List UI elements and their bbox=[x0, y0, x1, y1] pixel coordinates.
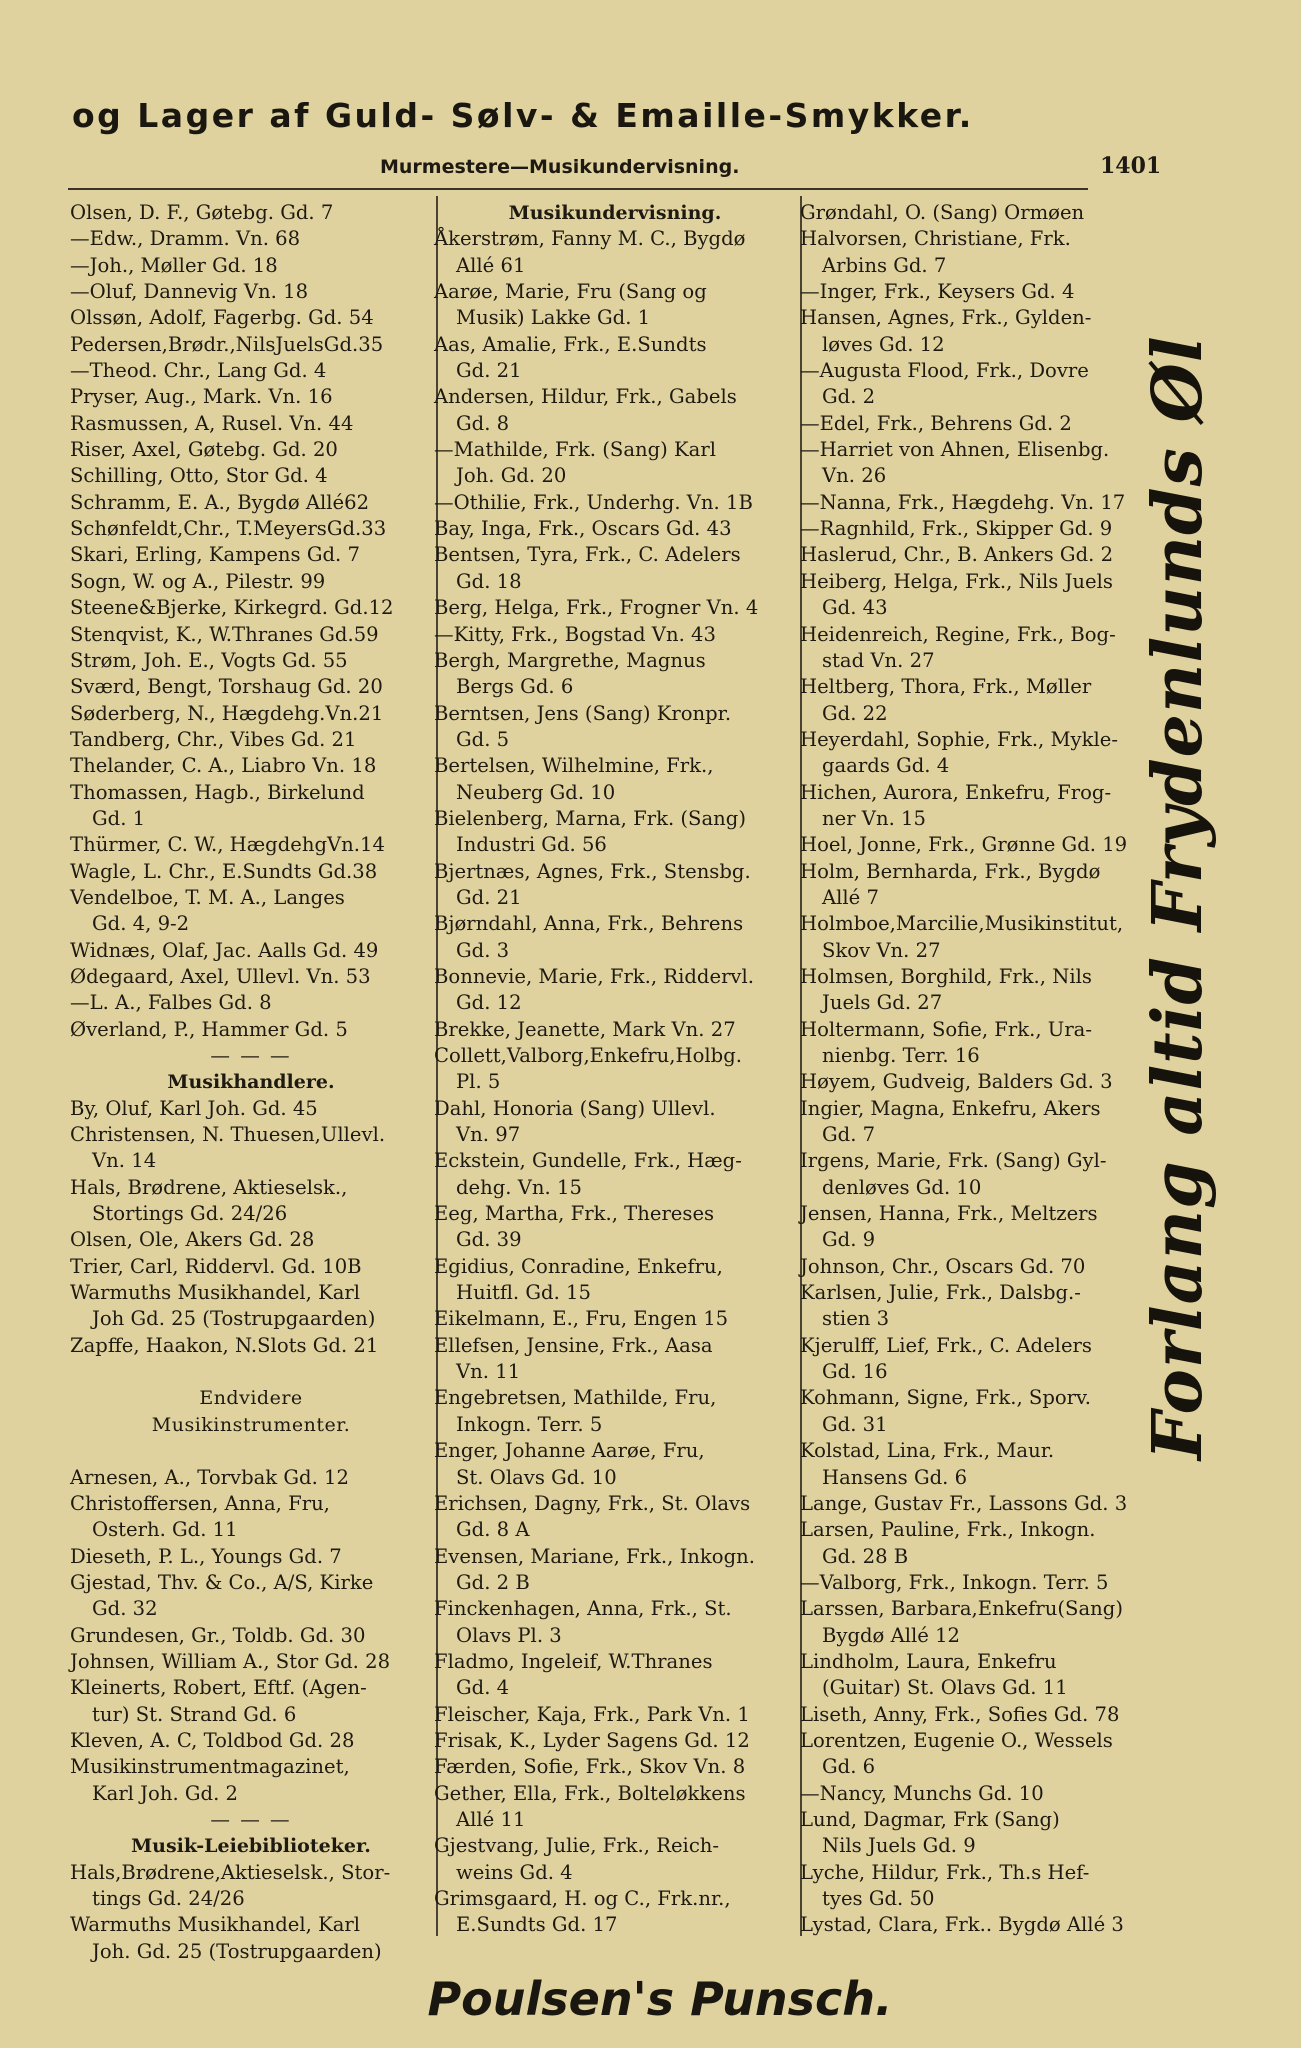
entry-continuation: denløves Gd. 10 bbox=[822, 1175, 982, 1199]
section-separator: — — — bbox=[210, 1044, 292, 1067]
entry-continuation: Gd. 6 bbox=[822, 1755, 876, 1779]
directory-entry: Berg, Helga, Frk., Frogner Vn. 4 bbox=[434, 596, 759, 620]
directory-entry: Bertelsen, Wilhelmine, Frk., bbox=[434, 754, 714, 778]
entry-continuation: Inkogn. Terr. 5 bbox=[456, 1412, 603, 1436]
entry-continuation: Gd. 7 bbox=[822, 1123, 876, 1147]
entry-continuation: Joh. Gd. 25 (Tostrupgaarden) bbox=[92, 1939, 382, 1963]
directory-entry: Bonnevie, Marie, Frk., Riddervl. bbox=[434, 964, 754, 988]
directory-entry: Musikinstrumentmagazinet, bbox=[70, 1755, 350, 1779]
directory-entry: Kleven, A. C, Toldbod Gd. 28 bbox=[70, 1728, 355, 1752]
directory-entry: By, Oluf, Karl Joh. Gd. 45 bbox=[70, 1096, 318, 1120]
directory-entry: —Joh., Møller Gd. 18 bbox=[70, 253, 278, 277]
directory-entry: Hichen, Aurora, Enkefru, Frog- bbox=[800, 780, 1112, 804]
section-heading: Musikundervisning. bbox=[508, 202, 722, 224]
directory-entry: Erichsen, Dagny, Frk., St. Olavs bbox=[434, 1491, 751, 1515]
entry-continuation: Gd. 1 bbox=[92, 806, 146, 830]
entry-continuation: Gd. 12 bbox=[456, 991, 522, 1015]
entry-continuation: tings Gd. 24/26 bbox=[92, 1887, 245, 1910]
entry-continuation: E.Sundts Gd. 17 bbox=[456, 1913, 618, 1937]
directory-entry: Tandberg, Chr., Vibes Gd. 21 bbox=[70, 727, 357, 751]
entry-continuation: Stortings Gd. 24/26 bbox=[92, 1202, 288, 1226]
directory-entry: Schramm, E. A., Bygdø Allé62 bbox=[70, 490, 370, 514]
entry-continuation: Gd. 3 bbox=[456, 938, 510, 962]
directory-entry: Skari, Erling, Kampens Gd. 7 bbox=[70, 543, 360, 567]
directory-entry: Aarøe, Marie, Fru (Sang og bbox=[434, 280, 707, 304]
entry-continuation: Gd. 5 bbox=[456, 727, 510, 751]
entry-continuation: Hansens Gd. 6 bbox=[822, 1465, 968, 1489]
entry-continuation: Neuberg Gd. 10 bbox=[456, 780, 616, 804]
entry-continuation: stad Vn. 27 bbox=[822, 648, 935, 672]
entry-continuation: Vn. 11 bbox=[456, 1360, 521, 1384]
entry-continuation: tyes Gd. 50 bbox=[822, 1887, 935, 1910]
entry-continuation: Nils Juels Gd. 9 bbox=[822, 1834, 976, 1858]
directory-entry: Evensen, Mariane, Frk., Inkogn. bbox=[434, 1544, 755, 1568]
directory-entry: —Harriet von Ahnen, Elisenbg. bbox=[800, 438, 1110, 462]
entry-continuation: Gd. 21 bbox=[456, 359, 522, 383]
directory-entry: Holmsen, Borghild, Frk., Nils bbox=[800, 964, 1092, 988]
directory-entry: Enger, Johanne Aarøe, Fru, bbox=[434, 1439, 705, 1463]
directory-entry: Ødegaard, Axel, Ullevl. Vn. 53 bbox=[70, 964, 371, 988]
directory-entry: Lund, Dagmar, Frk (Sang) bbox=[800, 1807, 1060, 1831]
directory-entry: Heiberg, Helga, Frk., Nils Juels bbox=[800, 569, 1113, 593]
directory-entry: Karlsen, Julie, Frk., Dalsbg.- bbox=[800, 1281, 1081, 1305]
directory-entry: Christoffersen, Anna, Fru, bbox=[70, 1491, 330, 1515]
directory-entry: —Othilie, Frk., Underhg. Vn. 1B bbox=[434, 490, 753, 514]
entry-continuation: Vn. 26 bbox=[822, 464, 887, 488]
section-heading: Musikhandlere. bbox=[167, 1071, 335, 1094]
directory-entry: Grundesen, Gr., Toldb. Gd. 30 bbox=[70, 1623, 366, 1647]
directory-entry: Sogn, W. og A., Pilestr. 99 bbox=[70, 569, 326, 593]
entry-continuation: (Guitar) St. Olavs Gd. 11 bbox=[822, 1676, 1068, 1700]
entry-continuation: Juels Gd. 27 bbox=[822, 991, 943, 1015]
directory-entry: —Mathilde, Frk. (Sang) Karl bbox=[434, 438, 716, 462]
directory-entry: Færden, Sofie, Frk., Skov Vn. 8 bbox=[434, 1755, 746, 1779]
directory-entry: Ellefsen, Jensine, Frk., Aasa bbox=[434, 1333, 713, 1357]
entry-continuation: Gd. 18 bbox=[456, 569, 522, 593]
directory-entry: Søderberg, N., Hægdehg.Vn.21 bbox=[70, 701, 384, 725]
directory-entry: Brekke, Jeanette, Mark Vn. 27 bbox=[434, 1017, 736, 1041]
directory-entry: Høyem, Gudveig, Balders Gd. 3 bbox=[800, 1070, 1113, 1094]
section-heading: Musikinstrumenter. bbox=[151, 1413, 351, 1436]
directory-entry: Heidenreich, Regine, Frk., Bog- bbox=[800, 622, 1116, 646]
entry-continuation: weins Gd. 4 bbox=[456, 1860, 573, 1884]
entry-continuation: Osterh. Gd. 11 bbox=[92, 1518, 238, 1542]
directory-entry: Dieseth, P. L., Youngs Gd. 7 bbox=[70, 1544, 342, 1568]
directory-entry: —Edel, Frk., Behrens Gd. 2 bbox=[800, 411, 1072, 435]
page-number: 1401 bbox=[1100, 153, 1162, 179]
blank-line bbox=[70, 1438, 432, 1464]
column-2 bbox=[434, 200, 796, 1940]
directory-entry: Zapffe, Haakon, N.Slots Gd. 21 bbox=[70, 1333, 379, 1357]
entry-continuation: Gd. 32 bbox=[92, 1597, 158, 1621]
entry-continuation: Joh. Gd. 20 bbox=[456, 464, 567, 488]
entry-continuation: Gd. 8 bbox=[456, 411, 510, 435]
directory-entry: —Theod. Chr., Lang Gd. 4 bbox=[70, 359, 327, 383]
entry-continuation: stien 3 bbox=[822, 1307, 890, 1331]
directory-entry: Bjørndahl, Anna, Frk., Behrens bbox=[434, 912, 744, 936]
directory-entry: Hals,Brødrene,Aktieselsk., Stor- bbox=[70, 1860, 391, 1884]
entry-continuation: Gd. 4 bbox=[456, 1676, 510, 1700]
directory-entry: Warmuths Musikhandel, Karl bbox=[70, 1913, 361, 1937]
directory-entry: Andersen, Hildur, Frk., Gabels bbox=[434, 385, 737, 409]
directory-entry: Thomassen, Hagb., Birkelund bbox=[70, 780, 365, 804]
entry-continuation: nienbg. Terr. 16 bbox=[822, 1044, 980, 1067]
directory-entry: Bjertnæs, Agnes, Frk., Stensbg. bbox=[434, 859, 751, 883]
directory-entry: Widnæs, Olaf, Jac. Aalls Gd. 49 bbox=[70, 938, 379, 962]
directory-entry: Christensen, N. Thuesen,Ullevl. bbox=[70, 1123, 386, 1147]
entry-continuation: Vn. 14 bbox=[92, 1149, 157, 1173]
directory-entry: Pryser, Aug., Mark. Vn. 16 bbox=[70, 385, 333, 409]
directory-entry: Fleischer, Kaja, Frk., Park Vn. 1 bbox=[434, 1702, 750, 1726]
bottom-advertisement: Poulsen's Punsch. bbox=[427, 1972, 893, 2026]
directory-entry: Kjerulff, Lief, Frk., C. Adelers bbox=[800, 1333, 1092, 1357]
entry-continuation: ner Vn. 15 bbox=[822, 806, 926, 830]
entry-continuation: Joh Gd. 25 (Tostrupgaarden) bbox=[92, 1307, 376, 1331]
directory-entry: Pedersen,Brødr.,NilsJuelsGd.35 bbox=[70, 332, 384, 356]
directory-entry: Grøndahl, O. (Sang) Ormøen bbox=[800, 201, 1085, 224]
directory-entry: Kolstad, Lina, Frk., Maur. bbox=[800, 1439, 1055, 1463]
entry-continuation: tur) St. Strand Gd. 6 bbox=[92, 1702, 297, 1726]
directory-entry: Liseth, Anny, Frk., Sofies Gd. 78 bbox=[800, 1702, 1120, 1726]
directory-entry: Øverland, P., Hammer Gd. 5 bbox=[70, 1017, 348, 1041]
directory-entry: Lange, Gustav Fr., Lassons Gd. 3 bbox=[800, 1491, 1128, 1515]
entry-continuation: Pl. 5 bbox=[456, 1070, 501, 1094]
column-3 bbox=[800, 200, 1160, 1940]
directory-entry: Gjestvang, Julie, Frk., Reich- bbox=[434, 1834, 720, 1858]
section-separator: — — — bbox=[210, 1807, 292, 1831]
directory-entry: —L. A., Falbes Gd. 8 bbox=[70, 991, 272, 1015]
directory-entry: Heyerdahl, Sophie, Frk., Mykle- bbox=[800, 727, 1118, 751]
entry-continuation: Huitfl. Gd. 15 bbox=[456, 1281, 591, 1305]
directory-entry: Gether, Ella, Frk., Bolteløkkens bbox=[434, 1781, 746, 1805]
directory-entry: Lindholm, Laura, Enkefru bbox=[800, 1649, 1057, 1673]
entry-continuation: Gd. 2 B bbox=[456, 1570, 530, 1594]
directory-entry: Fladmo, Ingeleif, W.Thranes bbox=[434, 1649, 713, 1673]
directory-entry: Warmuths Musikhandel, Karl bbox=[70, 1281, 361, 1305]
directory-entry: Frisak, K., Lyder Sagens Gd. 12 bbox=[434, 1728, 750, 1752]
directory-entry: Bentsen, Tyra, Frk., C. Adelers bbox=[434, 543, 741, 567]
directory-entry: Finckenhagen, Anna, Frk., St. bbox=[434, 1597, 732, 1621]
directory-entry: Eikelmann, E., Fru, Engen 15 bbox=[434, 1307, 729, 1331]
entry-continuation: Olavs Pl. 3 bbox=[456, 1623, 562, 1647]
directory-entry: Sværd, Bengt, Torshaug Gd. 20 bbox=[70, 675, 383, 699]
directory-entry: Olssøn, Adolf, Fagerbg. Gd. 54 bbox=[70, 306, 374, 330]
directory-entry: Irgens, Marie, Frk. (Sang) Gyl- bbox=[800, 1149, 1107, 1173]
directory-entry: Holtermann, Sofie, Frk., Ura- bbox=[800, 1017, 1092, 1041]
directory-entry: —Edw., Dramm. Vn. 68 bbox=[70, 227, 301, 251]
directory-entry: Bielenberg, Marna, Frk. (Sang) bbox=[434, 806, 746, 830]
directory-entry: —Augusta Flood, Frk., Dovre bbox=[800, 359, 1089, 383]
directory-entry: Berntsen, Jens (Sang) Kronpr. bbox=[434, 701, 732, 725]
header-rule bbox=[68, 188, 1088, 190]
directory-entry: Kleinerts, Robert, Eftf. (Agen- bbox=[70, 1676, 367, 1700]
directory-entry: Engebretsen, Mathilde, Fru, bbox=[434, 1386, 717, 1410]
directory-entry: Olsen, D. F., Gøtebg. Gd. 7 bbox=[70, 201, 334, 224]
section-heading: Endvidere bbox=[199, 1387, 303, 1410]
entry-continuation: Industri Gd. 56 bbox=[456, 833, 607, 857]
entry-continuation: løves Gd. 12 bbox=[822, 332, 945, 356]
directory-entry: Grimsgaard, H. og C., Frk.nr., bbox=[434, 1887, 731, 1910]
directory-entry: Johnsen, William A., Stor Gd. 28 bbox=[70, 1649, 391, 1673]
directory-entry: Hoel, Jonne, Frk., Grønne Gd. 19 bbox=[800, 833, 1128, 857]
directory-entry: Bergh, Margrethe, Magnus bbox=[434, 648, 706, 672]
directory-entry: Johnson, Chr., Oscars Gd. 70 bbox=[800, 1254, 1086, 1278]
directory-entry: —Nancy, Munchs Gd. 10 bbox=[800, 1781, 1044, 1805]
entry-continuation: Gd. 9 bbox=[822, 1228, 876, 1252]
side-advertisement: Forlang altid Frydenlunds Øl bbox=[1138, 335, 1218, 1460]
blank-line bbox=[70, 1359, 432, 1385]
directory-entry: —Kitty, Frk., Bogstad Vn. 43 bbox=[434, 622, 716, 646]
directory-entry: Kohmann, Signe, Frk., Sporv. bbox=[800, 1386, 1092, 1410]
directory-entry: Eeg, Martha, Frk., Thereses bbox=[434, 1202, 715, 1226]
directory-entry: Schønfeldt,Chr., T.MeyersGd.33 bbox=[70, 517, 387, 541]
directory-entry: Olsen, Ole, Akers Gd. 28 bbox=[70, 1228, 315, 1252]
directory-entry: Riser, Axel, Gøtebg. Gd. 20 bbox=[70, 438, 338, 462]
directory-entry: Dahl, Honoria (Sang) Ullevl. bbox=[434, 1096, 716, 1120]
entry-continuation: Gd. 21 bbox=[456, 885, 522, 909]
entry-continuation: Gd. 22 bbox=[822, 701, 888, 725]
entry-continuation: gaards Gd. 4 bbox=[822, 754, 950, 778]
directory-entry: Larssen, Barbara,Enkefru(Sang) bbox=[800, 1597, 1123, 1621]
directory-entry: Thürmer, C. W., HægdehgVn.14 bbox=[70, 833, 385, 857]
directory-entry: —Ragnhild, Frk., Skipper Gd. 9 bbox=[800, 517, 1113, 541]
directory-entry: Arnesen, A., Torvbak Gd. 12 bbox=[70, 1465, 349, 1489]
entry-continuation: Vn. 97 bbox=[456, 1123, 521, 1147]
entry-continuation: Gd. 4, 9-2 bbox=[92, 912, 190, 936]
directory-entry: Vendelboe, T. M. A., Langes bbox=[70, 885, 345, 909]
directory-entry: Heltberg, Thora, Frk., Møller bbox=[800, 675, 1092, 699]
entry-continuation: Gd. 16 bbox=[822, 1360, 888, 1384]
directory-entry: Halvorsen, Christiane, Frk. bbox=[800, 227, 1071, 251]
directory-entry: Aas, Amalie, Frk., E.Sundts bbox=[434, 332, 707, 356]
directory-entry: —Inger, Frk., Keysers Gd. 4 bbox=[800, 280, 1075, 304]
directory-entry: Strøm, Joh. E., Vogts Gd. 55 bbox=[70, 648, 348, 672]
entry-continuation: Allé 7 bbox=[822, 885, 879, 909]
directory-entry: —Oluf, Dannevig Vn. 18 bbox=[70, 280, 309, 304]
directory-entry: Trier, Carl, Riddervl. Gd. 10B bbox=[70, 1254, 362, 1278]
directory-entry: Rasmussen, A, Rusel. Vn. 44 bbox=[70, 411, 354, 435]
entry-continuation: dehg. Vn. 15 bbox=[456, 1175, 582, 1199]
entry-continuation: Allé 61 bbox=[456, 253, 526, 277]
entry-continuation: Gd. 8 A bbox=[456, 1518, 530, 1542]
directory-entry: Larsen, Pauline, Frk., Inkogn. bbox=[800, 1518, 1096, 1542]
column-1 bbox=[70, 200, 432, 1963]
directory-entry: Steene&Bjerke, Kirkegrd. Gd.12 bbox=[70, 596, 394, 620]
directory-entry: Collett,Valborg,Enkefru,Holbg. bbox=[434, 1044, 742, 1067]
directory-entry: Eckstein, Gundelle, Frk., Hæg- bbox=[434, 1149, 742, 1173]
entry-continuation: Gd. 43 bbox=[822, 596, 888, 620]
entry-continuation: Skov Vn. 27 bbox=[822, 938, 941, 962]
directory-entry: Åkerstrøm, Fanny M. C., Bygdø bbox=[434, 227, 746, 251]
directory-entry: Holmboe,Marcilie,Musikinstitut, bbox=[800, 912, 1124, 936]
directory-entry: Wagle, L. Chr., E.Sundts Gd.38 bbox=[70, 859, 378, 883]
entry-continuation: St. Olavs Gd. 10 bbox=[456, 1465, 617, 1489]
directory-entry: Hansen, Agnes, Frk., Gylden- bbox=[800, 306, 1092, 330]
entry-continuation: Bergs Gd. 6 bbox=[456, 675, 574, 699]
directory-entry: Schilling, Otto, Stor Gd. 4 bbox=[70, 464, 328, 488]
top-banner-ad: og Lager af Guld- Sølv- & Emaille-Smykker. bbox=[72, 96, 974, 135]
directory-entry: Haslerud, Chr., B. Ankers Gd. 2 bbox=[800, 543, 1114, 567]
directory-entry: Lyche, Hildur, Frk., Th.s Hef- bbox=[800, 1860, 1090, 1884]
directory-entry: Jensen, Hanna, Frk., Meltzers bbox=[800, 1202, 1098, 1226]
entry-continuation: Gd. 28 B bbox=[822, 1544, 909, 1568]
directory-entry: Ingier, Magna, Enkefru, Akers bbox=[800, 1096, 1101, 1120]
entry-continuation: Gd. 2 bbox=[822, 385, 876, 409]
directory-entry: Holm, Bernharda, Frk., Bygdø bbox=[800, 859, 1101, 883]
entry-continuation: Gd. 39 bbox=[456, 1228, 522, 1252]
directory-entry: Gjestad, Thv. & Co., A/S, Kirke bbox=[70, 1570, 374, 1594]
directory-entry: Stenqvist, K., W.Thranes Gd.59 bbox=[70, 622, 379, 646]
directory-entry: Hals, Brødrene, Aktieselsk., bbox=[70, 1175, 348, 1199]
entry-continuation: Arbins Gd. 7 bbox=[822, 253, 947, 277]
directory-entry: Egidius, Conradine, Enkefru, bbox=[434, 1254, 723, 1278]
directory-entry: —Valborg, Frk., Inkogn. Terr. 5 bbox=[800, 1570, 1109, 1594]
entry-continuation: Musik) Lakke Gd. 1 bbox=[456, 306, 651, 330]
entry-continuation: Bygdø Allé 12 bbox=[822, 1623, 961, 1647]
directory-entry: Lystad, Clara, Frk.. Bygdø Allé 3 bbox=[800, 1913, 1124, 1937]
entry-continuation: Allé 11 bbox=[456, 1807, 526, 1831]
section-heading: Musik-Leiebiblioteker. bbox=[131, 1835, 371, 1858]
directory-entry: Lorentzen, Eugenie O., Wessels bbox=[800, 1728, 1113, 1752]
entry-continuation: Karl Joh. Gd. 2 bbox=[92, 1781, 239, 1805]
running-head: Murmestere—Musikundervisning. bbox=[380, 156, 740, 178]
directory-entry: Bay, Inga, Frk., Oscars Gd. 43 bbox=[434, 517, 732, 541]
directory-entry: Thelander, C. A., Liabro Vn. 18 bbox=[70, 754, 377, 778]
directory-entry: —Nanna, Frk., Hægdehg. Vn. 17 bbox=[800, 490, 1126, 514]
entry-continuation: Gd. 31 bbox=[822, 1412, 888, 1436]
